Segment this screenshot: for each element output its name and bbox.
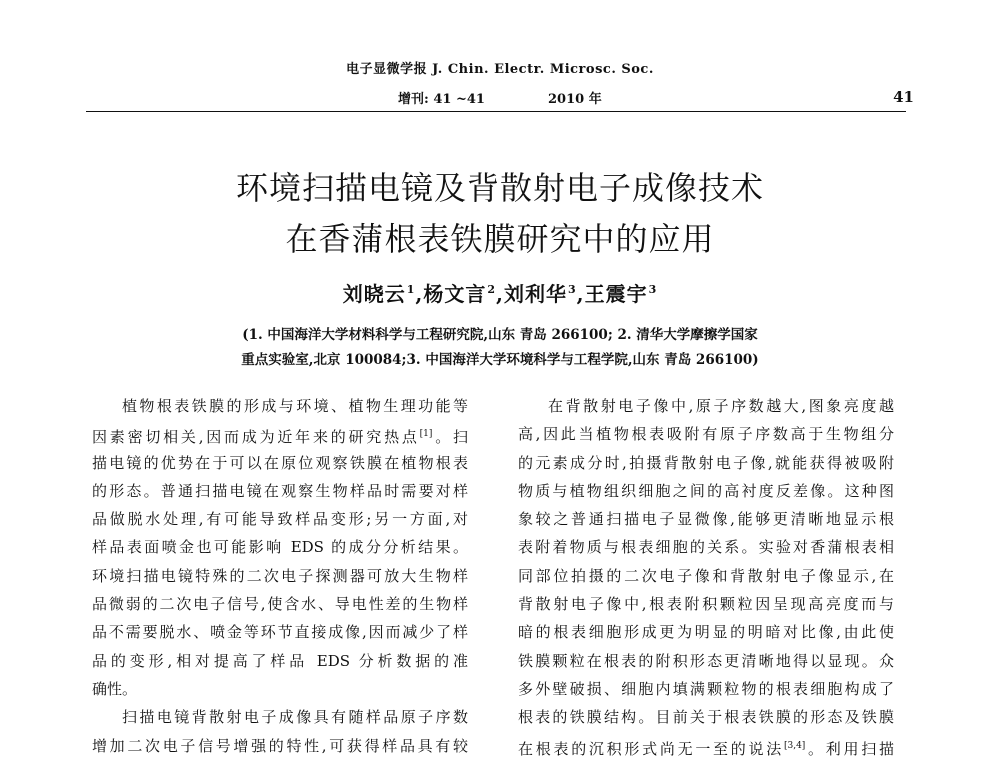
page-number: 41 bbox=[893, 88, 914, 106]
body-text: 象较之普通扫描电子显微像,能够更清晰地显示根 bbox=[518, 510, 894, 529]
body-text: 背散射电子像中,根表附积颗粒因呈现高亮度而与 bbox=[518, 595, 894, 614]
body-text: 增加二次电子信号增强的特性,可获得样品具有较 bbox=[92, 736, 468, 755]
body-text: 描电镜的优势在于可以在原位观察铁膜在植物根表 bbox=[92, 453, 468, 472]
body-text: 品不需要脱水、喷金等环节直接成像,因而减少了样 bbox=[92, 623, 468, 642]
body-text-line bbox=[518, 590, 894, 618]
body-text: 同部位拍摄的二次电子像和背散射电子像显示,在 bbox=[518, 566, 894, 585]
paper-title-line-2: 在香蒲根表铁膜研究中的应用 bbox=[285, 220, 715, 258]
author-separator: , bbox=[576, 282, 585, 306]
author-affiliation-marker: 3 bbox=[567, 283, 577, 297]
body-text: 。利用扫描 bbox=[805, 739, 894, 758]
body-text-line bbox=[518, 675, 894, 703]
author-name: 刘利华 bbox=[503, 282, 567, 306]
body-text: 品微弱的二次电子信号,使含水、导电性差的生物样 bbox=[92, 595, 468, 614]
body-text: 植物根表铁膜的形成与环境、植物生理功能等 bbox=[122, 397, 468, 415]
body-text: 因素密切相关,因而成为近年来的研究热点 bbox=[92, 428, 420, 447]
body-text-line bbox=[518, 647, 894, 675]
author-separator: , bbox=[496, 282, 504, 306]
body-text: 确性。 bbox=[92, 679, 138, 698]
body-left-column bbox=[92, 392, 468, 760]
body-text-line bbox=[92, 618, 468, 646]
citation-reference: [3,4] bbox=[783, 740, 806, 751]
body-text-line bbox=[518, 562, 894, 590]
body-text: 环境扫描电镜特殊的二次电子探测器可放大生物样 bbox=[92, 566, 468, 585]
body-text-line bbox=[518, 618, 894, 646]
body-text: 表附着物质与根表细胞的关系。实验对香蒲根表相 bbox=[518, 538, 894, 557]
body-text: 品做脱水处理,有可能导致样品变形;另一方面,对 bbox=[92, 510, 468, 529]
author-affiliation-marker: 2 bbox=[487, 283, 497, 297]
body-text: 铁膜颗粒在根表的附积形态更清晰地得以显现。众 bbox=[518, 651, 894, 670]
header-rule bbox=[86, 111, 906, 112]
body-text: 根表的铁膜结构。目前关于根表铁膜的形态及铁膜 bbox=[518, 708, 894, 727]
body-text-line bbox=[518, 477, 894, 505]
body-text: 在根表的沉积形式尚无一至的说法 bbox=[518, 739, 784, 758]
body-text: 扫描电镜背散射电子成像具有随样品原子序数 bbox=[122, 708, 468, 727]
author-name: 刘晓云 bbox=[342, 282, 406, 306]
body-text-line bbox=[518, 533, 894, 561]
author-separator: , bbox=[415, 282, 424, 306]
affiliation-line-2: 重点实验室,北京 100084;3. 中国海洋大学环境科学与工程学院,山东 青岛 266100) bbox=[241, 352, 759, 368]
author-affiliation-marker: 1 bbox=[406, 283, 416, 297]
body-text: 样品表面喷金也可能影响 EDS 的成分分析结果。 bbox=[92, 538, 468, 557]
body-text-line bbox=[92, 590, 468, 618]
body-text-line bbox=[518, 732, 894, 760]
body-text-line bbox=[92, 675, 468, 703]
paper-title-line-1: 环境扫描电镜及背散射电子成像技术 bbox=[235, 169, 764, 207]
issue-info: 增刊: 41 ~41 bbox=[398, 92, 485, 107]
issue-year: 2010 年 bbox=[548, 92, 602, 107]
body-text: 暗的根表细胞形成更为明显的明暗对比像,由此使 bbox=[518, 623, 894, 642]
body-text-line bbox=[92, 703, 468, 731]
body-text: 多外壁破损、细胞内填满颗粒物的根表细胞构成了 bbox=[518, 679, 894, 698]
body-text-line bbox=[518, 449, 894, 477]
body-text: 品的变形,相对提高了样品 EDS 分析数据的准 bbox=[92, 651, 468, 670]
body-text-line bbox=[92, 477, 468, 505]
body-text: 。扫 bbox=[432, 428, 468, 447]
body-text-line bbox=[92, 562, 468, 590]
body-text-line bbox=[92, 449, 468, 477]
body-text-line bbox=[92, 392, 468, 420]
author-affiliation-marker: 3 bbox=[648, 283, 658, 297]
body-text: 的元素成分时,拍摄背散射电子像,就能获得被吸附 bbox=[518, 453, 894, 472]
body-text-line bbox=[92, 505, 468, 533]
author-name: 王震宇 bbox=[584, 282, 648, 306]
body-text-line bbox=[92, 533, 468, 561]
author-list bbox=[0, 278, 1000, 307]
body-text-line bbox=[518, 703, 894, 731]
citation-reference: [1] bbox=[419, 429, 433, 440]
body-text-line bbox=[92, 420, 468, 448]
body-right-column bbox=[518, 392, 894, 760]
body-text-line bbox=[92, 647, 468, 675]
body-text: 物质与植物组织细胞之间的高衬度反差像。这种图 bbox=[518, 481, 894, 500]
body-text: 在背散射电子像中,原子序数越大,图象亮度越 bbox=[548, 397, 894, 415]
author-name: 杨文言 bbox=[423, 282, 487, 306]
body-text-line bbox=[518, 505, 894, 533]
body-text-line bbox=[518, 420, 894, 448]
body-text: 高,因此当植物根表吸附有原子序数高于生物组分 bbox=[518, 425, 894, 444]
body-text: 的形态。普通扫描电镜在观察生物样品时需要对样 bbox=[92, 481, 468, 500]
body-text-line bbox=[518, 392, 894, 420]
body-text-line bbox=[92, 732, 468, 760]
journal-header: 电子显微学报 J. Chin. Electr. Microsc. Soc. bbox=[346, 62, 654, 77]
affiliation-line-1: (1. 中国海洋大学材料科学与工程研究院,山东 青岛 266100; 2. 清华大学摩擦学国家 bbox=[242, 327, 758, 343]
